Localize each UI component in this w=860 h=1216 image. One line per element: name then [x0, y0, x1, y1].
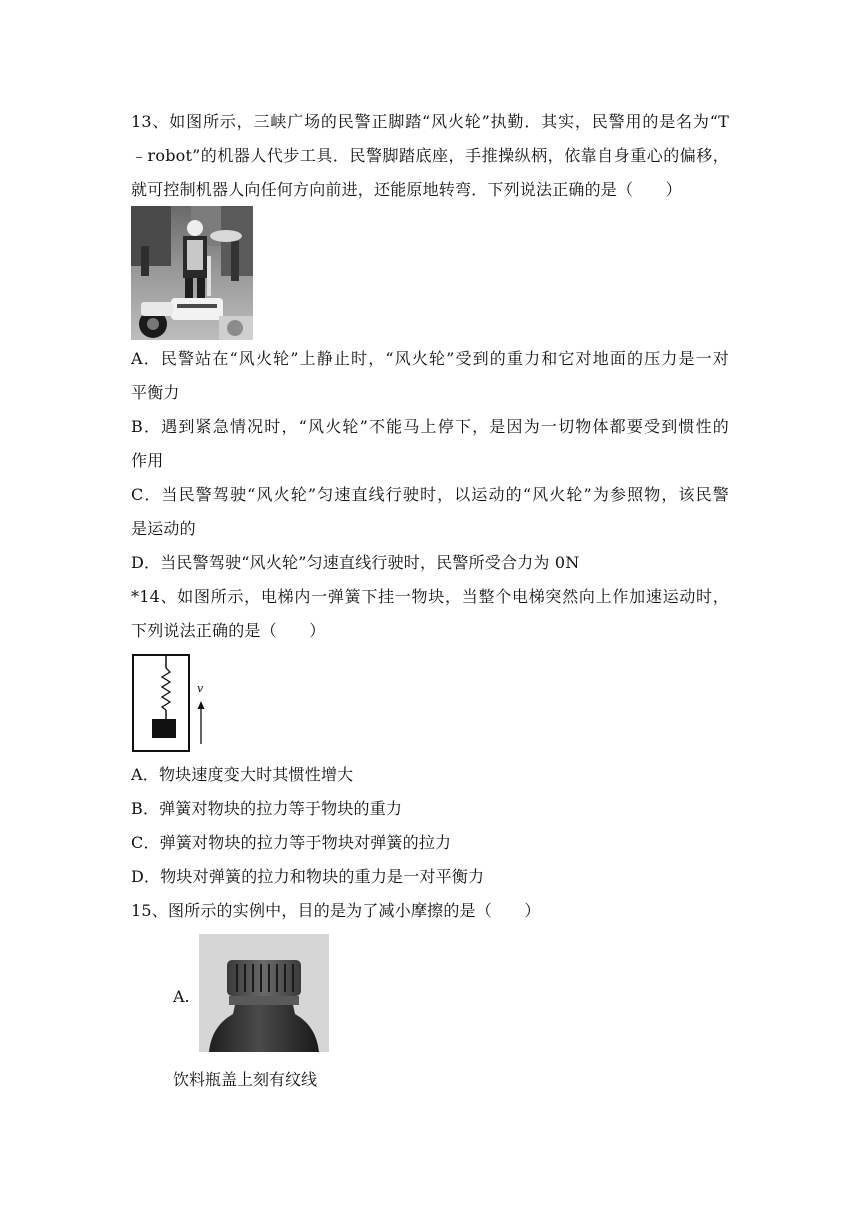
q15-option-a-caption: 饮料瓶盖上刻有纹线: [173, 1070, 318, 1089]
q14-option-a: A．物块速度变大时其惯性增大: [131, 765, 354, 784]
q14-option-c: C．弹簧对物块的拉力等于物块对弹簧的拉力: [131, 833, 452, 852]
q13-option-c-line-1: C．当民警驾驶“风火轮”匀速直线行驶时，以运动的“风火轮”为参照物，该民警: [131, 485, 729, 504]
q15-option-a-label: A.: [173, 987, 190, 1006]
q15-stem: 15、图所示的实例中，目的是为了减小摩擦的是（ ）: [131, 901, 541, 920]
q13-stem-line-2: ﹣robot”的机器人代步工具．民警脚踏底座，手推操纵柄，依靠自身重心的偏移，: [131, 146, 729, 165]
q13-stem-line-3: 就可控制机器人向任何方向前进，还能原地转弯．下列说法正确的是（ ）: [131, 180, 682, 199]
q13-option-b-line-2: 作用: [131, 451, 164, 470]
police-robot-photo: [131, 206, 253, 340]
q13-stem-line-1: 13、如图所示，三峡广场的民警正脚踏“风火轮”执勤．其实，民警用的是名为“T: [131, 112, 729, 131]
q14-option-d: D．物块对弹簧的拉力和物块的重力是一对平衡力: [131, 867, 485, 886]
q13-option-c-line-2: 是运动的: [131, 519, 196, 538]
q13-option-a-line-2: 平衡力: [131, 383, 180, 402]
q13-option-b-line-1: B．遇到紧急情况时，“风火轮”不能马上停下，是因为一切物体都要受到惯性的: [131, 417, 729, 436]
q13-option-a-line-1: A．民警站在“风火轮”上静止时，“风火轮”受到的重力和它对地面的压力是一对: [131, 349, 729, 368]
q13-option-d: D．当民警驾驶“风火轮”匀速直线行驶时，民警所受合力为 0N: [131, 553, 580, 572]
velocity-label: v: [197, 682, 204, 695]
q14-stem-line-1: *14、如图所示，电梯内一弹簧下挂一物块，当整个电梯突然向上作加速运动时，: [131, 587, 729, 606]
elevator-spring-diagram: [131, 652, 215, 754]
q14-stem-line-2: 下列说法正确的是（ ）: [131, 621, 326, 640]
bottle-cap-photo: [199, 934, 329, 1052]
q14-option-b: B．弹簧对物块的拉力等于物块的重力: [131, 799, 403, 818]
